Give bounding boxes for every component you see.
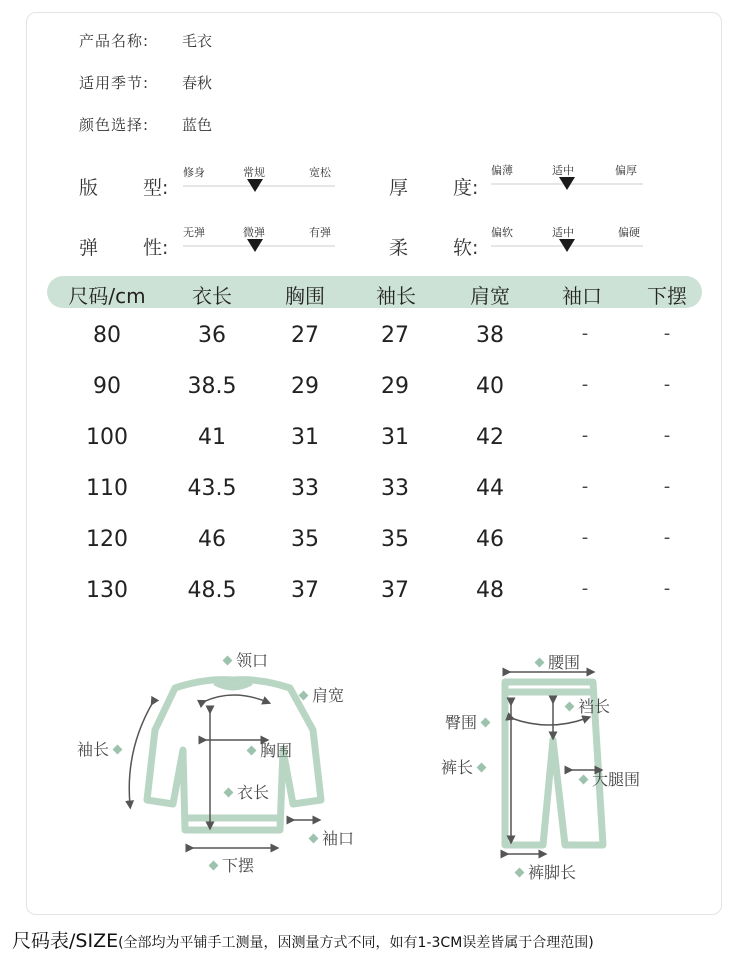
column-header: 下摆 bbox=[647, 284, 687, 308]
info-value: 毛衣 bbox=[182, 32, 213, 50]
prop-label-elasticity: 弹 性: bbox=[79, 237, 169, 259]
table-cell: 37 bbox=[291, 578, 319, 603]
table-cell: 38 bbox=[476, 323, 504, 348]
table-cell: 35 bbox=[381, 527, 409, 552]
scale-level: 适中 bbox=[552, 164, 574, 177]
table-cell: 35 bbox=[291, 527, 319, 552]
scale-level: 偏软 bbox=[491, 226, 513, 239]
table-cell: - bbox=[663, 476, 671, 497]
table-cell: 33 bbox=[291, 476, 319, 501]
table-cell: 90 bbox=[93, 374, 121, 399]
table-cell: 29 bbox=[381, 374, 409, 399]
scale-level: 修身 bbox=[183, 166, 205, 179]
info-label: 适用季节: bbox=[79, 74, 150, 92]
table-cell: 110 bbox=[86, 476, 128, 501]
table-cell: 31 bbox=[291, 425, 319, 450]
info-row-color bbox=[79, 114, 212, 135]
table-cell: 43.5 bbox=[187, 476, 237, 501]
footer-title: 尺码表/SIZE bbox=[12, 930, 119, 952]
size-table-header bbox=[47, 276, 702, 308]
table-cell: - bbox=[581, 527, 589, 548]
label-waist: 腰围 bbox=[531, 650, 580, 673]
table-cell: 48.5 bbox=[187, 578, 237, 603]
table-cell: 27 bbox=[381, 323, 409, 348]
info-value: 春秋 bbox=[182, 74, 213, 92]
footer-note: (全部均为平铺手工测量，因测量方式不同，如有1-3CM误差皆属于合理范围) bbox=[118, 935, 594, 951]
column-header: 尺码/cm bbox=[68, 284, 146, 308]
label-leg-opening: 裤脚长 bbox=[511, 860, 576, 883]
label-thigh: 大腿围 bbox=[575, 767, 640, 790]
measurement-diagram bbox=[55, 640, 685, 900]
scale-level: 有弹 bbox=[309, 226, 331, 239]
table-cell: 46 bbox=[198, 527, 226, 552]
size-chart-footer bbox=[12, 926, 594, 953]
prop-label-thickness: 厚 度: bbox=[389, 177, 479, 199]
scale-level: 偏厚 bbox=[615, 164, 637, 177]
info-label: 颜色选择: bbox=[79, 116, 150, 134]
table-cell: 33 bbox=[381, 476, 409, 501]
scale-marker-icon bbox=[559, 239, 575, 252]
scale-marker-icon bbox=[247, 179, 263, 192]
label-shoulder: 肩宽 bbox=[295, 683, 344, 706]
table-cell: 41 bbox=[198, 425, 226, 450]
label-rise: 裆长 bbox=[561, 694, 610, 717]
table-cell: 120 bbox=[86, 527, 128, 552]
table-cell: - bbox=[581, 578, 589, 599]
scale-thickness bbox=[491, 162, 643, 192]
column-header: 衣长 bbox=[192, 284, 232, 308]
column-header: 肩宽 bbox=[470, 284, 510, 308]
scale-fit bbox=[183, 164, 335, 194]
scale-softness bbox=[491, 224, 643, 254]
label-hip: 臀围 bbox=[445, 710, 494, 733]
table-cell: 36 bbox=[198, 323, 226, 348]
table-cell: 44 bbox=[476, 476, 504, 501]
table-cell: 42 bbox=[476, 425, 504, 450]
scale-marker-icon bbox=[247, 239, 263, 252]
table-cell: - bbox=[581, 476, 589, 497]
table-cell: - bbox=[581, 425, 589, 446]
table-cell: - bbox=[663, 578, 671, 599]
table-cell: - bbox=[663, 323, 671, 344]
prop-label-fit: 版 型: bbox=[79, 177, 169, 199]
info-value: 蓝色 bbox=[182, 116, 213, 134]
label-cuff: 袖口 bbox=[305, 826, 354, 849]
label-chest: 胸围 bbox=[243, 738, 292, 761]
label-hem: 下摆 bbox=[205, 853, 254, 876]
table-cell: - bbox=[581, 323, 589, 344]
label-neck: 领口 bbox=[219, 648, 268, 671]
scale-elasticity bbox=[183, 224, 335, 254]
table-cell: 100 bbox=[86, 425, 128, 450]
scale-level: 宽松 bbox=[309, 166, 331, 179]
label-length: 衣长 bbox=[220, 780, 269, 803]
table-cell: 80 bbox=[93, 323, 121, 348]
label-pant-length: 裤长 bbox=[441, 755, 490, 778]
label-sleeve: 袖长 bbox=[77, 737, 126, 760]
table-cell: 130 bbox=[86, 578, 128, 603]
scale-level: 偏薄 bbox=[491, 164, 513, 177]
info-label: 产品名称: bbox=[79, 32, 150, 50]
scale-level: 偏硬 bbox=[618, 226, 640, 239]
scale-level: 常规 bbox=[243, 166, 265, 179]
table-cell: - bbox=[663, 527, 671, 548]
table-cell: 31 bbox=[381, 425, 409, 450]
table-cell: 40 bbox=[476, 374, 504, 399]
table-cell: 29 bbox=[291, 374, 319, 399]
table-cell: - bbox=[663, 374, 671, 395]
prop-label-softness: 柔 软: bbox=[389, 237, 479, 259]
table-cell: 38.5 bbox=[187, 374, 237, 399]
column-header: 胸围 bbox=[285, 284, 325, 308]
scale-marker-icon bbox=[559, 177, 575, 190]
info-row-season bbox=[79, 72, 212, 93]
scale-level: 微弹 bbox=[243, 226, 265, 239]
table-cell: 37 bbox=[381, 578, 409, 603]
info-row-name bbox=[79, 30, 212, 51]
table-cell: 48 bbox=[476, 578, 504, 603]
scale-level: 无弹 bbox=[183, 226, 205, 239]
table-cell: 27 bbox=[291, 323, 319, 348]
column-header: 袖长 bbox=[376, 284, 416, 308]
column-header: 袖口 bbox=[562, 284, 602, 308]
table-cell: - bbox=[581, 374, 589, 395]
table-cell: - bbox=[663, 425, 671, 446]
table-cell: 46 bbox=[476, 527, 504, 552]
scale-level: 适中 bbox=[552, 226, 574, 239]
